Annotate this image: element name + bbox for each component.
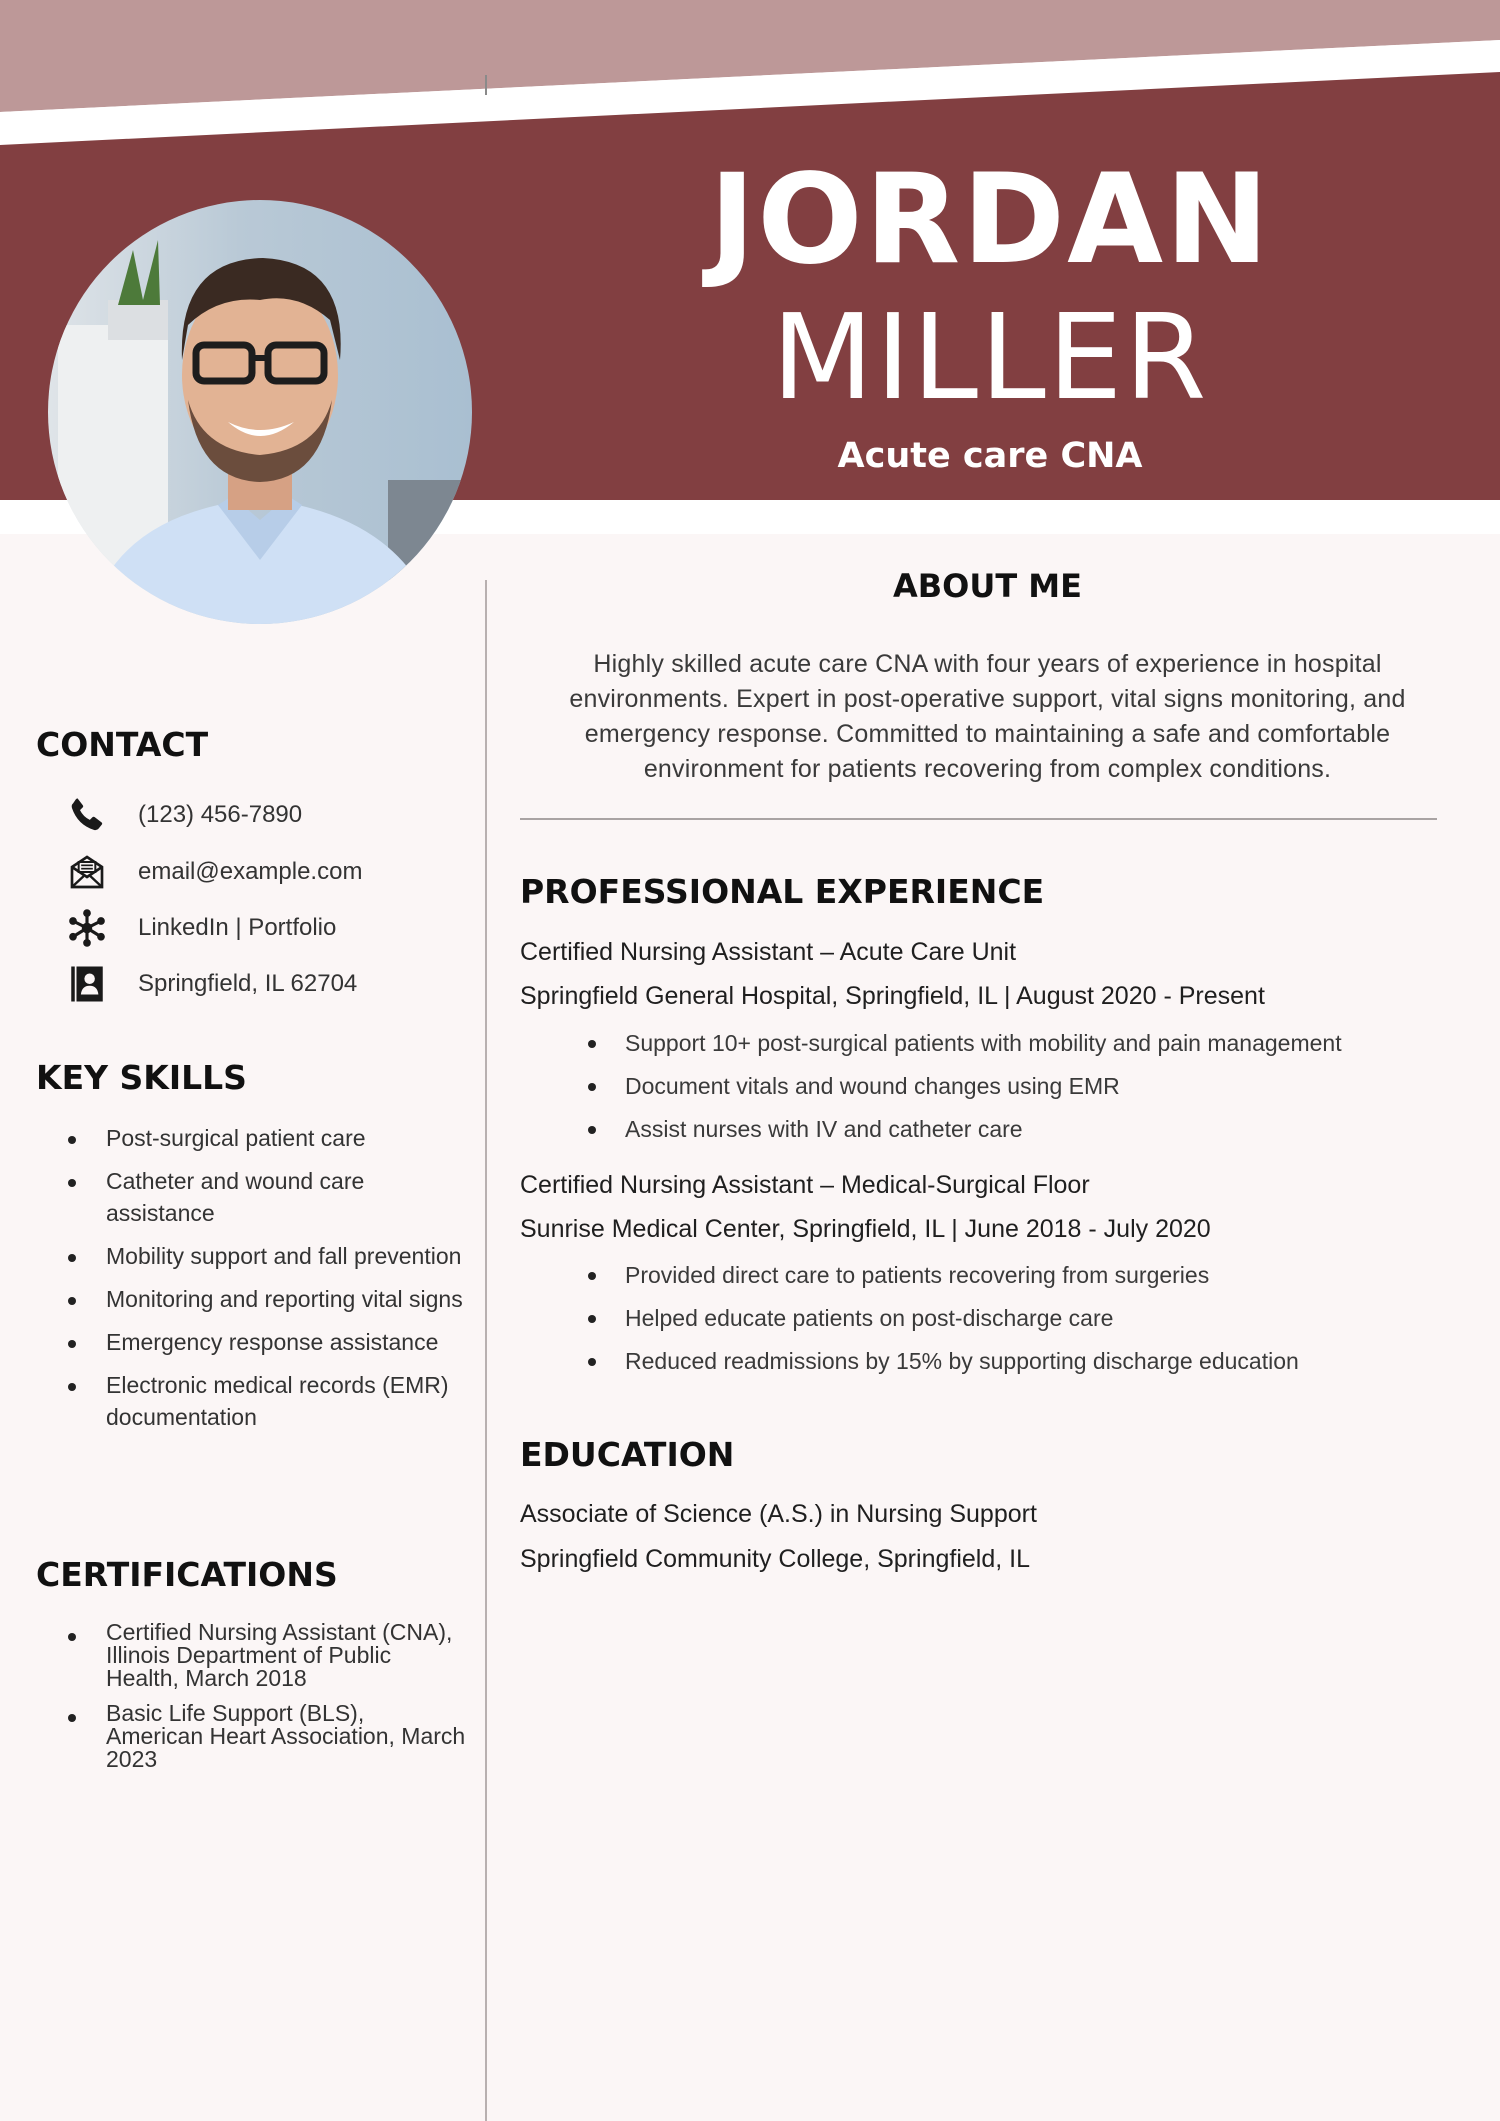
skills-heading: KEY SKILLS xyxy=(36,1058,247,1097)
skill-item: Post-surgical patient care xyxy=(66,1122,466,1154)
job-bullets-2 xyxy=(585,1254,1445,1383)
job-title-2: Certified Nursing Assistant – Medical-Surgical Floor xyxy=(520,1171,1090,1199)
profile-photo xyxy=(48,200,472,624)
network-icon xyxy=(64,906,110,950)
contact-email xyxy=(64,850,362,894)
skill-item: Emergency response assistance xyxy=(66,1326,466,1358)
certification-item: Certified Nursing Assistant (CNA), Illinois Department of Public Health, March 2018 xyxy=(66,1621,466,1690)
email-icon xyxy=(64,850,110,894)
job-bullets-1 xyxy=(585,1022,1445,1151)
job-bullet: Helped educate patients on post-discharge care xyxy=(585,1297,1445,1340)
education-degree: Associate of Science (A.S.) in Nursing Support xyxy=(520,1500,1037,1528)
skill-item: Catheter and wound care assistance xyxy=(66,1165,466,1229)
skill-item: Electronic medical records (EMR) documentation xyxy=(66,1369,466,1433)
job-title: Acute care CNA xyxy=(837,436,1143,476)
skills-list xyxy=(66,1122,466,1444)
skill-item: Mobility support and fall prevention xyxy=(66,1240,466,1272)
education-school: Springfield Community College, Springfield, IL xyxy=(520,1545,1030,1573)
education-heading: EDUCATION xyxy=(520,1435,735,1474)
column-divider-top xyxy=(485,75,487,95)
phone-icon xyxy=(64,793,110,837)
column-divider xyxy=(485,580,487,2121)
contact-phone-text: (123) 456-7890 xyxy=(138,801,303,828)
contact-email-text: email@example.com xyxy=(138,858,363,885)
section-rule xyxy=(520,818,1437,820)
job-bullet: Document vitals and wound changes using EMR xyxy=(585,1065,1445,1108)
contact-links xyxy=(64,906,336,950)
certification-item: Basic Life Support (BLS), American Heart Association, March 2023 xyxy=(66,1702,466,1771)
job-bullet: Provided direct care to patients recovering from surgeries xyxy=(585,1254,1445,1297)
about-text: Highly skilled acute care CNA with four years of experience in hospital environments. Expert in post-operative support, vital signs monitoring, and emergency response. Committed to maintaining a safe and comfortable environment for patients recovering from complex conditions. xyxy=(569,650,1406,783)
job-bullet: Reduced readmissions by 15% by supporting discharge education xyxy=(585,1340,1445,1383)
first-name: JORDAN xyxy=(709,148,1271,292)
job-title-1: Certified Nursing Assistant – Acute Care Unit xyxy=(520,938,1017,966)
last-name: MILLER xyxy=(771,288,1209,426)
job-meta-1: Springfield General Hospital, Springfield, IL | August 2020 - Present xyxy=(520,982,1265,1010)
contact-phone xyxy=(64,793,302,837)
contact-address-text: Springfield, IL 62704 xyxy=(138,970,358,997)
job-meta-2: Sunrise Medical Center, Springfield, IL | June 2018 - July 2020 xyxy=(520,1215,1211,1243)
contact-address xyxy=(64,962,357,1006)
about-heading: ABOUT ME xyxy=(892,567,1082,605)
job-bullet: Assist nurses with IV and catheter care xyxy=(585,1108,1445,1151)
contact-card-icon xyxy=(64,962,110,1006)
job-bullet: Support 10+ post-surgical patients with mobility and pain management xyxy=(585,1022,1445,1065)
certifications-heading: CERTIFICATIONS xyxy=(36,1555,338,1594)
contact-links-text: LinkedIn | Portfolio xyxy=(138,914,337,941)
experience-heading: PROFESSIONAL EXPERIENCE xyxy=(520,872,1045,911)
certifications-list xyxy=(66,1621,466,1783)
contact-heading: CONTACT xyxy=(36,725,209,764)
skill-item: Monitoring and reporting vital signs xyxy=(66,1283,466,1315)
